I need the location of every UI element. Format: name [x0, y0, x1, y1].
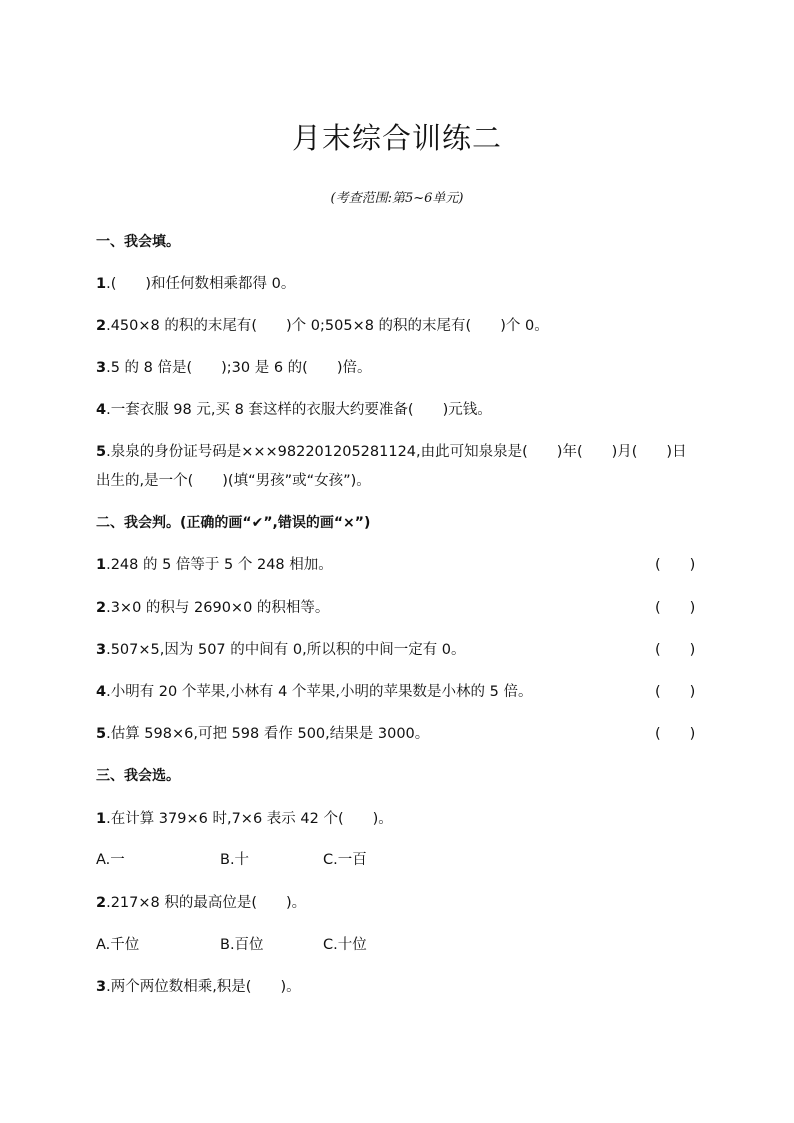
question-item-continuation: 出生的,是一个( )(填“男孩”或“女孩”)。 [96, 473, 371, 489]
section-heading-judge: 二、我会判。(正确的画“✔”,错误的画“×”) [96, 515, 371, 531]
judge-item: 1.248 的 5 倍等于 5 个 248 相加。 [96, 557, 333, 573]
page-subtitle: (考查范围:第5~6单元) [330, 191, 464, 206]
question-item: 4.一套衣服 98 元,买 8 套这样的衣服大约要准备( )元钱。 [96, 402, 492, 418]
answer-blank[interactable]: ( ) [655, 600, 696, 616]
option-c[interactable]: C.十位 [323, 937, 367, 953]
question-item: 3.5 的 8 倍是( );30 是 6 的( )倍。 [96, 360, 372, 376]
section-heading-fill: 一、我会填。 [96, 234, 180, 250]
question-item: 5.泉泉的身份证号码是×××982201205281124,由此可知泉泉是( )年( )月( )日 [96, 444, 687, 460]
question-item: 1.( )和任何数相乘都得 0。 [96, 276, 296, 292]
answer-blank[interactable]: ( ) [655, 684, 696, 700]
choice-question: 1.在计算 379×6 时,7×6 表示 42 个( )。 [96, 811, 393, 827]
judge-item: 5.估算 598×6,可把 598 看作 500,结果是 3000。 [96, 726, 430, 742]
option-c[interactable]: C.一百 [323, 852, 367, 868]
judge-item: 4.小明有 20 个苹果,小林有 4 个苹果,小明的苹果数是小林的 5 倍。 [96, 684, 533, 700]
page-title: 月末综合训练二 [291, 121, 502, 155]
choice-question: 3.两个两位数相乘,积是( )。 [96, 979, 301, 995]
judge-item: 2.3×0 的积与 2690×0 的积相等。 [96, 600, 330, 616]
judge-item: 3.507×5,因为 507 的中间有 0,所以积的中间一定有 0。 [96, 642, 466, 658]
section-heading-choose: 三、我会选。 [96, 768, 180, 784]
answer-blank[interactable]: ( ) [655, 557, 696, 573]
option-b[interactable]: B.百位 [220, 937, 264, 953]
question-item: 2.450×8 的积的末尾有( )个 0;505×8 的积的末尾有( )个 0。 [96, 318, 549, 334]
option-b[interactable]: B.十 [220, 852, 250, 868]
answer-blank[interactable]: ( ) [655, 726, 696, 742]
answer-blank[interactable]: ( ) [655, 642, 696, 658]
option-a[interactable]: A.一 [96, 852, 125, 868]
option-a[interactable]: A.千位 [96, 937, 140, 953]
choice-question: 2.217×8 积的最高位是( )。 [96, 895, 307, 911]
